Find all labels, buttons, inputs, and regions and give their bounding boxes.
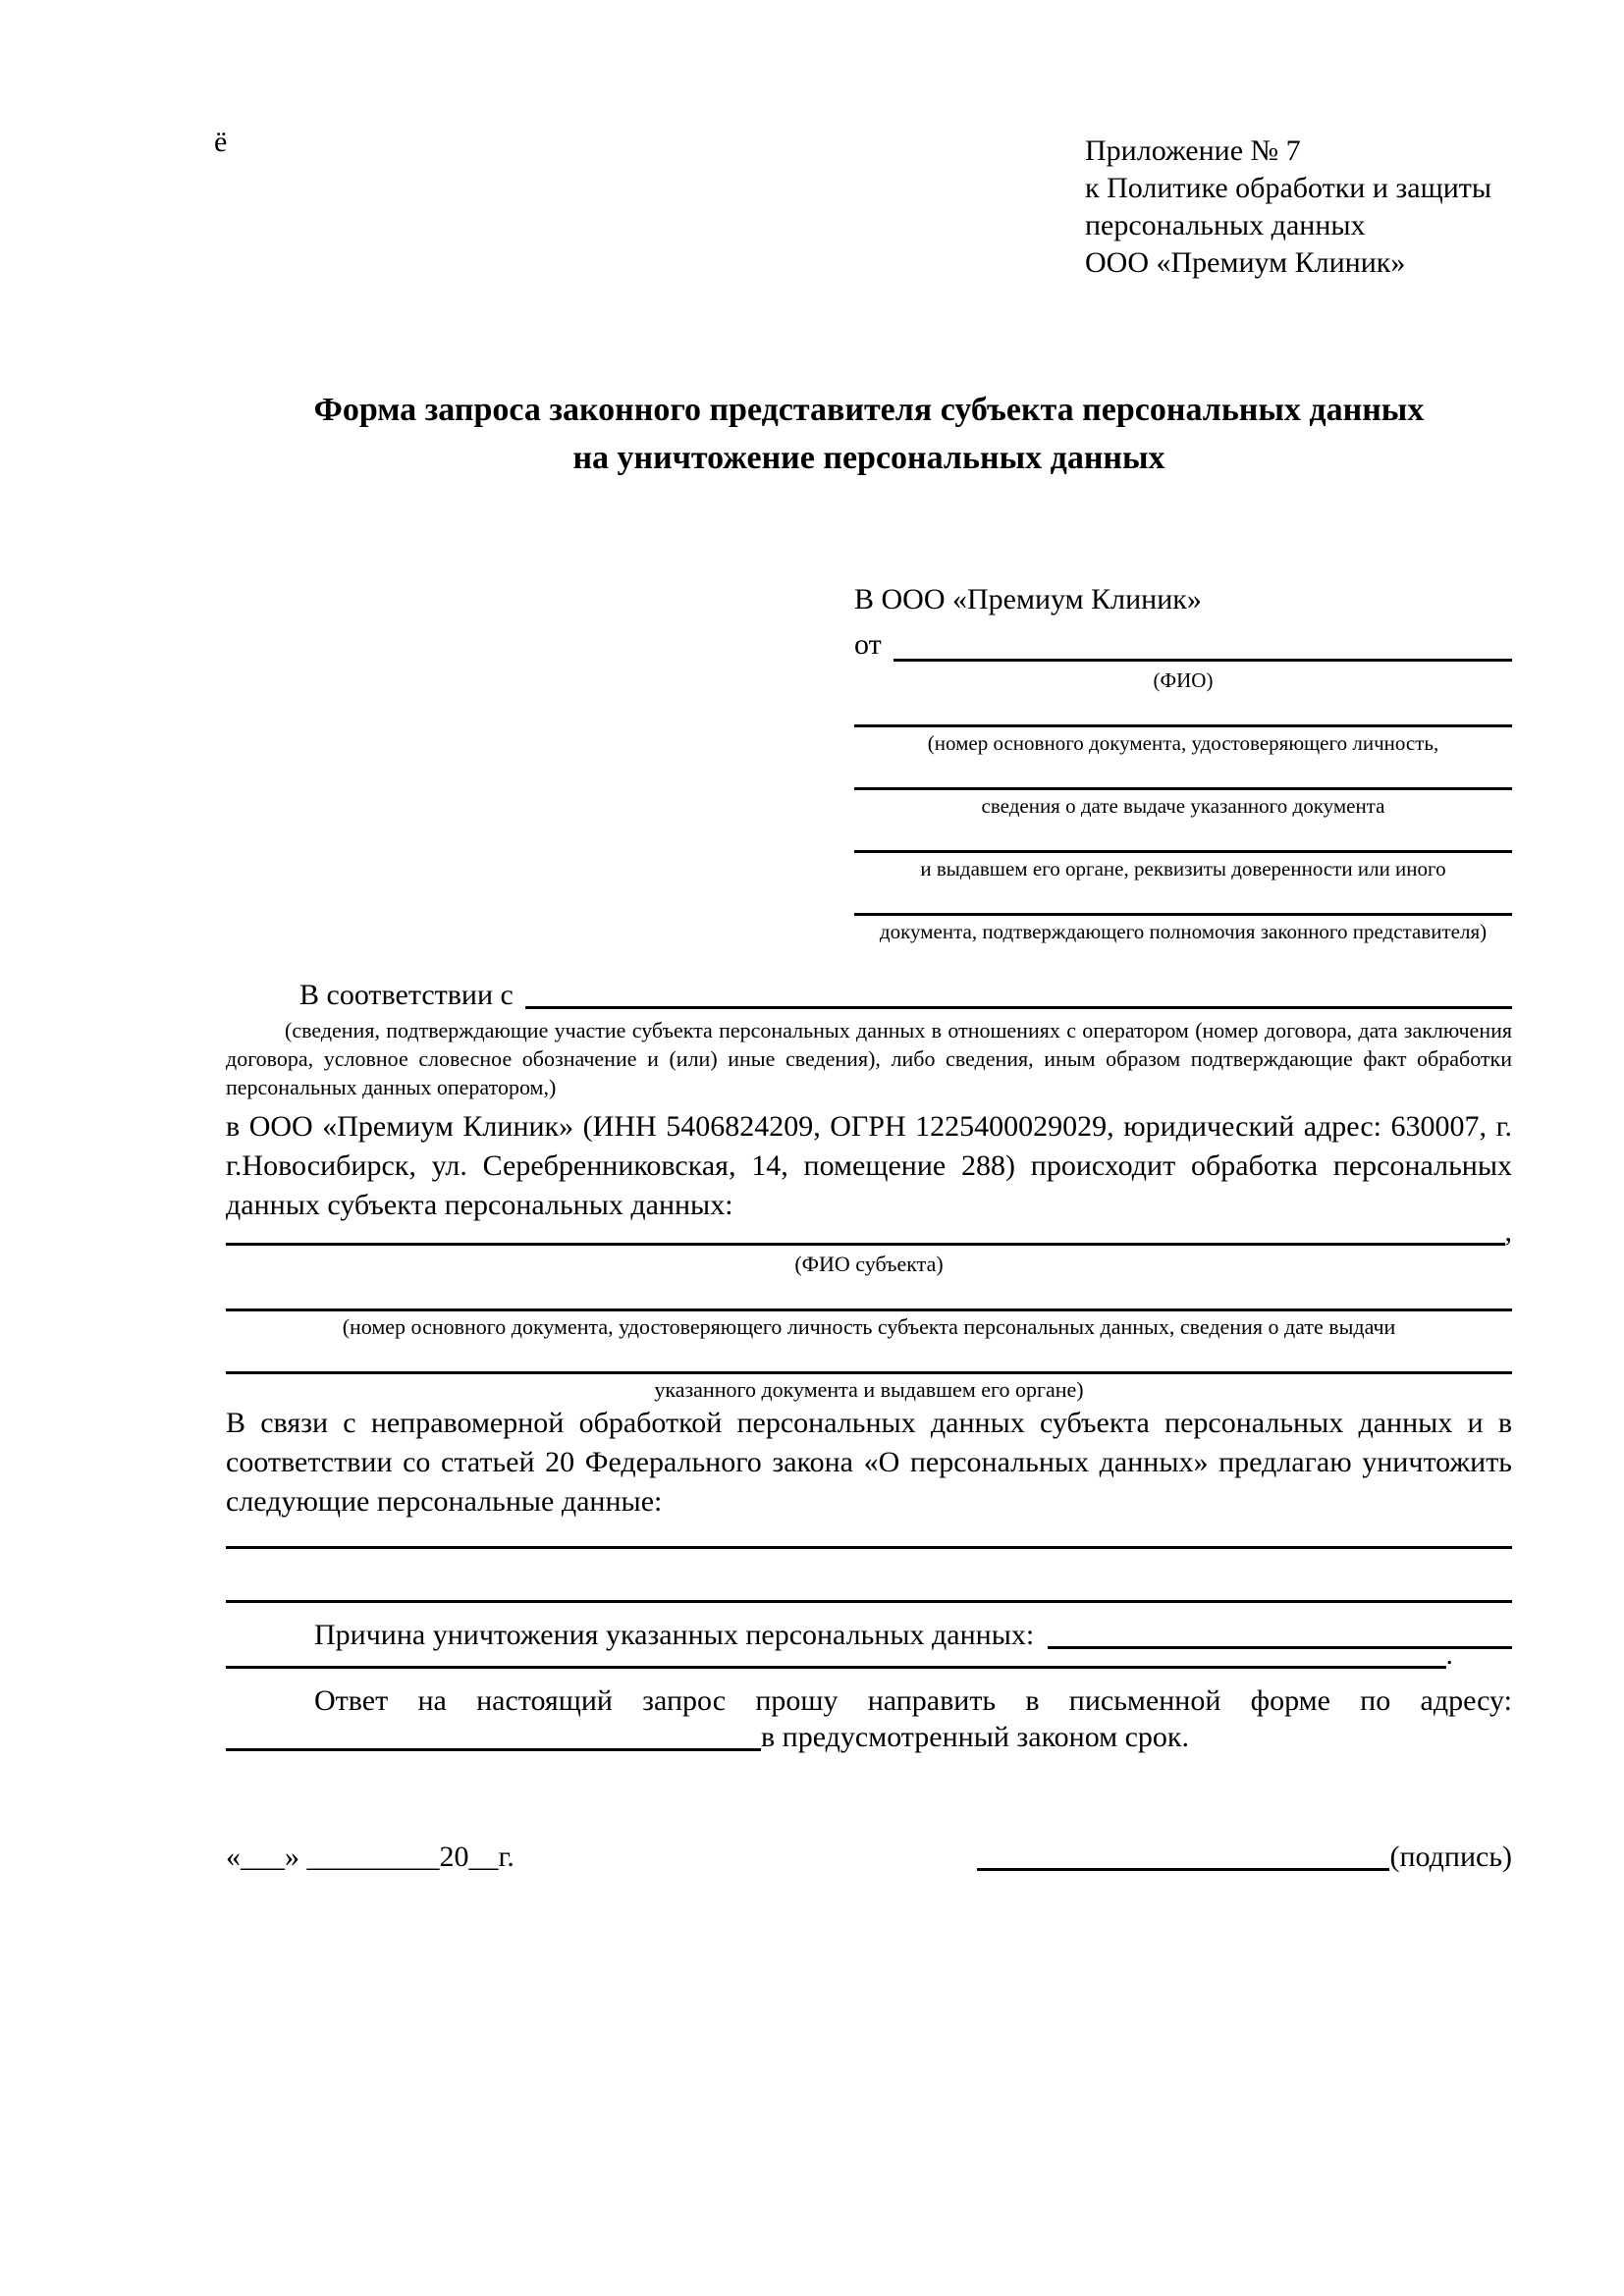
caption-subject-document: (номер основного документа, удостоверяющего личность субъекта персональных данных, сведения о дате выдачи bbox=[342, 1314, 1396, 1339]
accordance-fill-in-line bbox=[525, 1006, 1512, 1009]
caption-authority-document: документа, подтверждающего полномочия законного представителя) bbox=[879, 920, 1488, 943]
accordance-label: В соответствии с bbox=[299, 979, 514, 1011]
reason-continuation-row bbox=[226, 1638, 1453, 1672]
document-title bbox=[226, 386, 1512, 482]
accordance-footnote: (сведения, подтверждающие участие субъекта персональных данных в отношениях с оператором (номер договора, дата заключения договора, условное словесное обозначение и (или) иные сведения), либо сведения, иным образом подтверждающие факт обработки персональных данных оператором,) bbox=[226, 1018, 1512, 1099]
appendix-note bbox=[1085, 133, 1512, 282]
unlawful-processing-paragraph: В связи с неправомерной обработкой персональных данных субъекта персональных данных и в соответствии со статьей 20 Федерального закона «О персональных данных» предлагаю уничтожить следующие персональные данные: bbox=[226, 1407, 1512, 1518]
recipient-block bbox=[854, 580, 1512, 943]
fill-in-line bbox=[226, 1666, 1446, 1669]
fill-in-line bbox=[226, 1243, 1505, 1246]
reason-row bbox=[226, 1613, 1512, 1652]
response-address-row bbox=[226, 1721, 1512, 1754]
from-row bbox=[854, 625, 1512, 665]
stray-char: ё bbox=[214, 126, 228, 158]
reason-label: Причина уничтожения указанных персональных данных: bbox=[314, 1619, 1035, 1651]
caption-signature: (подпись) bbox=[1389, 1841, 1512, 1873]
signature-footer bbox=[226, 1835, 1512, 1874]
signature-fill-in-line bbox=[977, 1868, 1389, 1871]
caption-identity-document: (номер основного документа, удостоверяющего личность, bbox=[927, 731, 1439, 755]
response-request-paragraph: Ответ на настоящий запрос прошу направить в письменной форме по адресу: bbox=[314, 1684, 1512, 1717]
caption-subject-document-authority: указанного документа и выдавшем его органе) bbox=[654, 1377, 1084, 1402]
operator-paragraph: в ООО «Премиум Клиник» (ИНН 5406824209, ОГРН 1225400029029, юридический адрес: 630007, г. г.Новосибирск, ул. Серебренниковская, 14, помещение 288) происходит обработка персональных данных субъекта персональных данных: bbox=[226, 1110, 1512, 1221]
fill-in-line bbox=[226, 1339, 1512, 1374]
caption-issue-date: сведения о дате выдаче указанного документа bbox=[981, 794, 1385, 818]
fill-in-line bbox=[854, 839, 1512, 853]
from-fill-in-line bbox=[893, 659, 1512, 662]
document-title-line: на уничтожение персональных данных bbox=[572, 440, 1165, 476]
caption-subject-fio: (ФИО субъекта) bbox=[794, 1252, 944, 1276]
fill-in-line bbox=[854, 902, 1512, 916]
reason-fill-in-line bbox=[1048, 1646, 1512, 1649]
response-suffix: в предусмотренный законом срок. bbox=[761, 1721, 1189, 1753]
appendix-line: ООО «Премиум Клиник» bbox=[1085, 246, 1406, 279]
trailing-comma: , bbox=[1504, 1215, 1512, 1248]
appendix-line: Приложение № 7 bbox=[1085, 134, 1301, 167]
accordance-row bbox=[226, 973, 1512, 1012]
from-label: от bbox=[854, 628, 882, 661]
trailing-period: . bbox=[1445, 1638, 1453, 1671]
appendix-line: к Политике обработки и защиты bbox=[1085, 172, 1492, 204]
recipient-to: В ООО «Премиум Клиник» bbox=[854, 583, 1202, 615]
caption-fio: (ФИО) bbox=[1153, 668, 1214, 692]
fill-in-line bbox=[226, 1549, 1512, 1603]
fill-in-line bbox=[854, 714, 1512, 727]
fill-in-line bbox=[226, 1522, 1512, 1549]
date-blank: «___» _________20__г. bbox=[226, 1841, 514, 1873]
fill-in-line bbox=[854, 776, 1512, 790]
document-title-line: Форма запроса законного представителя субъекта персональных данных bbox=[313, 392, 1425, 428]
fill-in-line bbox=[226, 1276, 1512, 1311]
address-fill-in-line bbox=[226, 1748, 761, 1751]
subject-fio-row bbox=[226, 1215, 1512, 1249]
caption-issuing-authority: и выдавшем его органе, реквизиты доверенности или иного bbox=[920, 857, 1446, 881]
appendix-line: персональных данных bbox=[1085, 209, 1366, 241]
